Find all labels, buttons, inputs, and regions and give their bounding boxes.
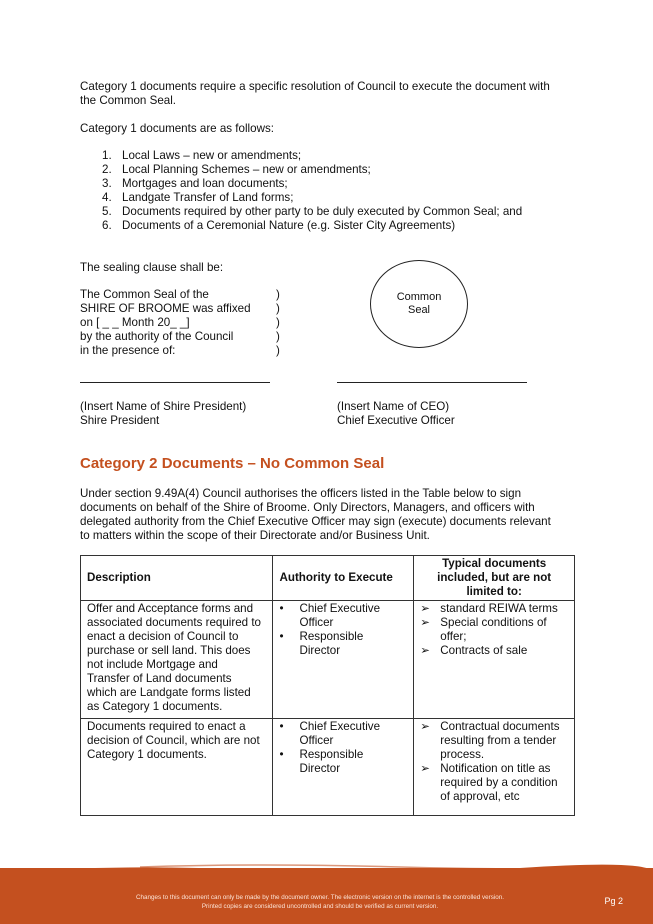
- header-authority: Authority to Execute: [273, 556, 414, 601]
- arrow-bullet-icon: ➢: [420, 762, 430, 775]
- table-header-row: [81, 556, 575, 601]
- page-footer: [0, 868, 653, 924]
- list-item: 2. Local Planning Schemes – new or amendments;: [102, 163, 371, 176]
- bullet-item: ➢ Contractual documents resulting from a tender process.: [420, 720, 560, 761]
- signature-block-right: (Insert Name of CEO) Chief Executive Officer: [337, 400, 455, 427]
- bullet-item: ➢ Special conditions of offer;: [420, 616, 547, 643]
- bullet-item: ➢ Notification on title as required by a condition of approval, etc: [420, 762, 558, 803]
- cell-typical: [414, 719, 575, 816]
- header-description: Description: [81, 556, 273, 601]
- bullet-item: • Chief Executive Officer: [279, 720, 381, 747]
- bullet-item: ➢ standard REIWA terms: [420, 602, 558, 615]
- cell-authority: [273, 601, 414, 719]
- signature-block-left: (Insert Name of Shire President) Shire President: [80, 400, 247, 427]
- cell-description: Documents required to enact a decision of Council, which are not Category 1 documents.: [81, 719, 273, 816]
- arrow-bullet-icon: ➢: [420, 602, 430, 615]
- table-row: [81, 719, 575, 816]
- category2-paragraph: Under section 9.49A(4) Council authorises the officers listed in the Table below to sign documents on behalf of the Shire of Broome. Only Directors, Managers, and officers with delegated authority from the Chief Executive Officer may sign (execute) documents relevant to matters within the scope of their Directorate and/or Business Unit.: [80, 487, 551, 542]
- category2-heading: Category 2 Documents – No Common Seal: [80, 455, 385, 472]
- header-typical: Typical documents included, but are not limited to:: [414, 556, 575, 601]
- table-row: [81, 601, 575, 719]
- sealing-heading: The sealing clause shall be:: [80, 261, 224, 274]
- bullet-item: ➢ Contracts of sale: [420, 644, 528, 657]
- sealing-clause: The Common Seal of the SHIRE OF BROOME was affixed on [ _ _ Month 20_ _] by the authority of the Council in the presence of:: [80, 288, 251, 357]
- arrow-bullet-icon: ➢: [420, 616, 430, 629]
- cell-description: Offer and Acceptance forms and associated documents required to enact a decision of Council to purchase or sell land. This does not include Mortgage and Transfer of Land documents which are Landgate forms listed as Category 1 documents.: [81, 601, 273, 719]
- signature-line-right: [337, 382, 527, 383]
- bullet-item: • Chief Executive Officer: [279, 602, 381, 629]
- list-item: 1. Local Laws – new or amendments;: [102, 149, 302, 162]
- bullet-dot-icon: •: [279, 720, 284, 733]
- arrow-bullet-icon: ➢: [420, 720, 430, 733]
- bullet-item: • Responsible Director: [279, 630, 364, 657]
- page-number: Pg 2: [604, 896, 623, 906]
- intro-text-1b: the Common Seal.: [80, 94, 177, 107]
- arrow-bullet-icon: ➢: [420, 644, 430, 657]
- bullet-dot-icon: •: [279, 630, 284, 643]
- bullet-item: • Responsible Director: [279, 748, 364, 775]
- list-item: 6. Documents of a Ceremonial Nature (e.g. Sister City Agreements): [102, 219, 456, 232]
- list-item: 5. Documents required by other party to be duly executed by Common Seal; and: [102, 205, 523, 218]
- footer-disclaimer: Changes to this document can only be made by the document owner. The electronic version on the internet is the controlled version. Printed copies are considered uncontrolled and should be verified as current version.: [135, 894, 505, 910]
- signature-line-left: [80, 382, 270, 383]
- list-item: 3. Mortgages and loan documents;: [102, 177, 288, 190]
- bullet-dot-icon: •: [279, 602, 284, 615]
- cell-authority: [273, 719, 414, 816]
- bullet-dot-icon: •: [279, 748, 284, 761]
- authority-table: [80, 555, 575, 816]
- cell-typical: [414, 601, 575, 719]
- common-seal-circle: Common Seal: [370, 260, 468, 348]
- list-item: 4. Landgate Transfer of Land forms;: [102, 191, 294, 204]
- intro-paragraph-2: Category 1 documents are as follows:: [80, 122, 274, 135]
- intro-text-1a: Category 1 documents require a specific resolution of Council to execute the document with: [80, 80, 550, 93]
- intro-paragraph-1: [80, 80, 550, 108]
- sealing-brackets: ) ) ) ) ): [276, 288, 280, 357]
- category1-list: [102, 149, 522, 233]
